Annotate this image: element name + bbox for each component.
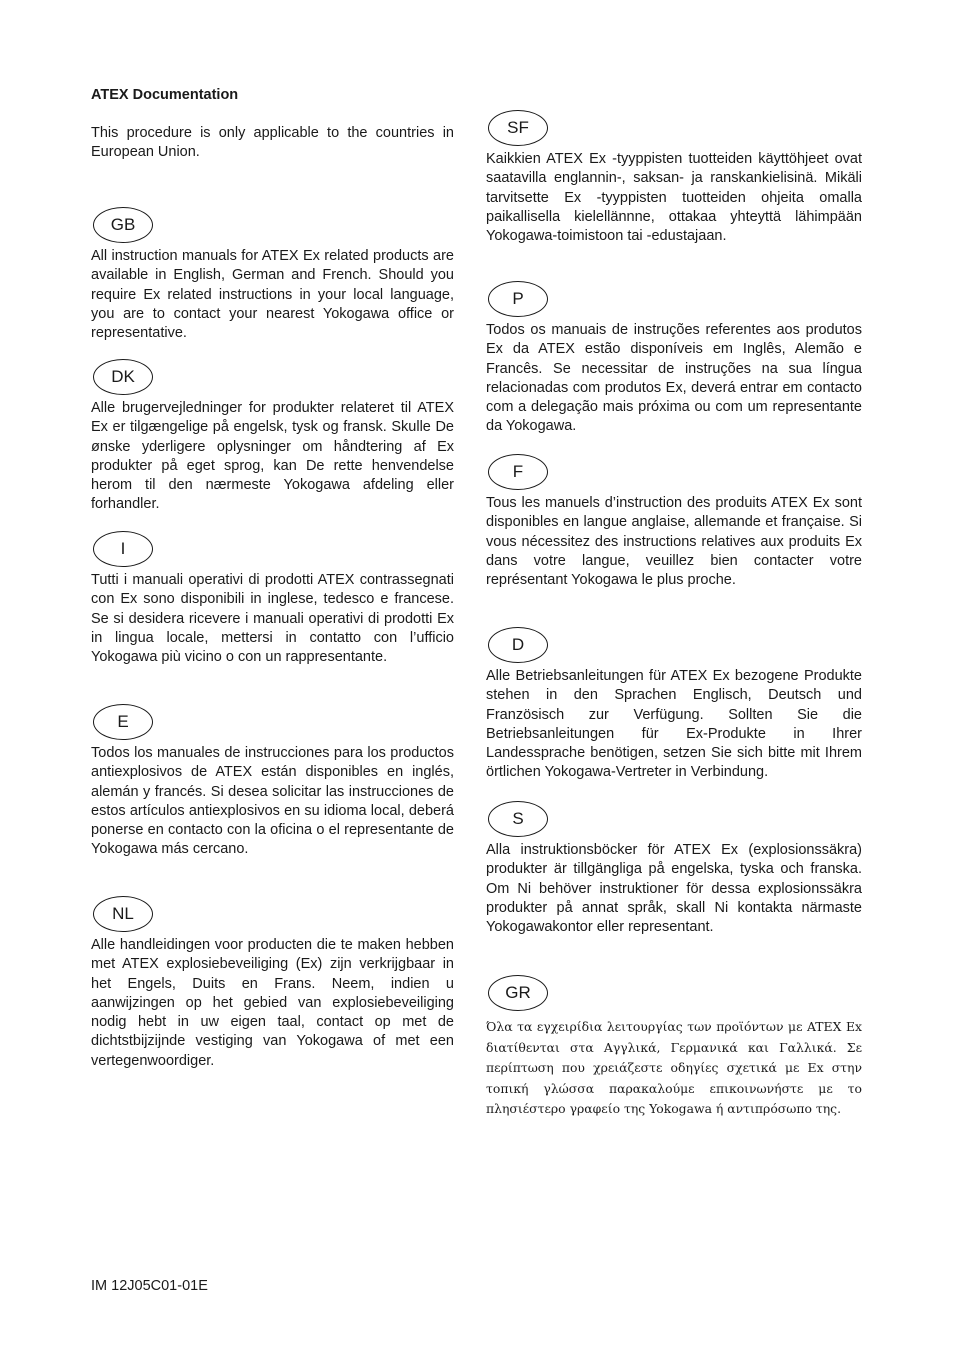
language-badge: SF bbox=[488, 110, 548, 146]
language-badge: S bbox=[488, 801, 548, 837]
language-text: Alle handleidingen voor producten die te maken hebben met ATEX explosiebeveiliging (Ex) zijn verkrijgbaar in het Engels, Duits en Frans. Neem, indien u aanwijzingen op het gebied van explosiebeveiliging nodig hebt in uw eigen taal, contact op met de dichtstbijzijnde vestiging van Yokogawa of met een vertegenwoordiger. bbox=[91, 937, 454, 1069]
language-badge: F bbox=[488, 454, 548, 490]
intro-text: This procedure is only applicable to the countries in European Union. bbox=[91, 125, 454, 161]
document-number: IM 12J05C01-01E bbox=[91, 1278, 208, 1294]
language-section-dk bbox=[91, 359, 454, 515]
language-badge: D bbox=[488, 627, 548, 663]
language-section-sf bbox=[486, 110, 862, 246]
language-section-nl bbox=[91, 896, 454, 1071]
language-text: All instruction manuals for ATEX Ex related products are available in English, German and French. Should you require Ex related instructions in your local language, you are to contact your nearest Yokogawa office or representative. bbox=[91, 248, 454, 342]
page-title: ATEX Documentation bbox=[91, 87, 239, 103]
language-section-s bbox=[486, 801, 862, 937]
language-text: Todos os manuais de instruções referentes aos produtos Ex da ATEX estão disponíveis em Inglês, Alemão e Francês. Se necessitar de instruções na sua língua relacionadas com produtos Ex, deverá entrar em contacto com a delegação mais próxima ou com um representante da Yokogawa. bbox=[486, 322, 862, 435]
language-text: Alle Betriebsanleitungen für ATEX Ex bezogene Produkte stehen in den Sprachen Englisch, Deutsch und Französisch zur Verfügung. Sollten Sie die Betriebsanleitungen für Ex-Produkte in Ihrer Landessprache benötigen, setzen Sie sich bitte mit Ihrem örtlichen Yokogawa-Vertreter in Verbindung. bbox=[486, 668, 862, 781]
language-text: Kaikkien ATEX Ex -tyyppisten tuotteiden käyttöhjeet ovat saatavilla englannin-, saksan- ja ranskankielisinä. Mikäli tarvitsette Ex -tyyppisten tuotteiden ohjeita omalla paikallisella kielellännne, ottakaa yhteyttä lähimpään Yokogawa-toimistoon tai -edustajaan. bbox=[486, 151, 862, 245]
language-badge: I bbox=[93, 531, 153, 567]
language-section-gb bbox=[91, 207, 454, 343]
language-section-gr bbox=[486, 975, 862, 1120]
language-badge: NL bbox=[93, 896, 153, 932]
language-text: Tutti i manuali operativi di prodotti ATEX contrassegnati con Ex sono disponibili in inglese, tedesco e francese. Se si desidera ricevere i manuali operativi di prodotti Ex in lingua locale, mettersi in contatto con l’ufficio Yokogawa più vicino o con un rappresentante. bbox=[91, 572, 454, 666]
language-text: Alla instruktionsböcker för ATEX Ex (explosionssäkra) produkter är tillgängliga på engelska, tyska och franska. Om Ni behöver instruktioner för dessa explosionssäkra produkter på annat språk, skall Ni kontakta närmaste Yokogawakontor eller representant. bbox=[486, 842, 862, 936]
language-section-e bbox=[91, 704, 454, 860]
language-section-p bbox=[486, 281, 862, 437]
language-text: Tous les manuels d’instruction des produits ATEX Ex sont disponibles en langue anglaise, allemande et française. Si vous nécessitez des instructions relatives aux produits Ex dans votre langue, veuillez bien contacter votre représentant Yokogawa le plus proche. bbox=[486, 495, 862, 589]
language-badge: DK bbox=[93, 359, 153, 395]
language-badge: GR bbox=[488, 975, 548, 1011]
language-section-i bbox=[91, 531, 454, 667]
language-text: Alle brugervejledninger for produkter relateret til ATEX Ex er tilgængelige på engelsk, tysk og fransk. Skulle De ønske yderligere oplysninger om håndtering af Ex produkter på eget sprog, kan De rette henvendelse herom til den nærmeste Yokogawa afdeling eller forhandler. bbox=[91, 400, 454, 513]
language-badge: P bbox=[488, 281, 548, 317]
language-text: Todos los manuales de instrucciones para los productos antiexplosivos de ATEX están disponibles en inglés, alemán y francés. Si desea solicitar las instrucciones de estos artículos antiexplosivos en su idioma local, deberá ponerse en contacto con la oficina o el representante de Yokogawa más cercano. bbox=[91, 745, 454, 858]
language-text: Όλα τα εγχειρίδια λειτουργίας των προϊόντων με ATEX Ex διατίθενται στα Αγγλικά, Γερμανικά και Γαλλικά. Σε περίπτωση που χρειάζεστε οδηγίες σχετικά με Ex στην τοπική γλώσσα παρακαλούμε επικοινωνήστε με το πλησιέστερο γραφείο της Yokogawa ή αντιπρόσωπο της. bbox=[486, 1019, 862, 1117]
language-badge: GB bbox=[93, 207, 153, 243]
language-section-f bbox=[486, 454, 862, 590]
language-badge: E bbox=[93, 704, 153, 740]
language-section-d bbox=[486, 627, 862, 783]
